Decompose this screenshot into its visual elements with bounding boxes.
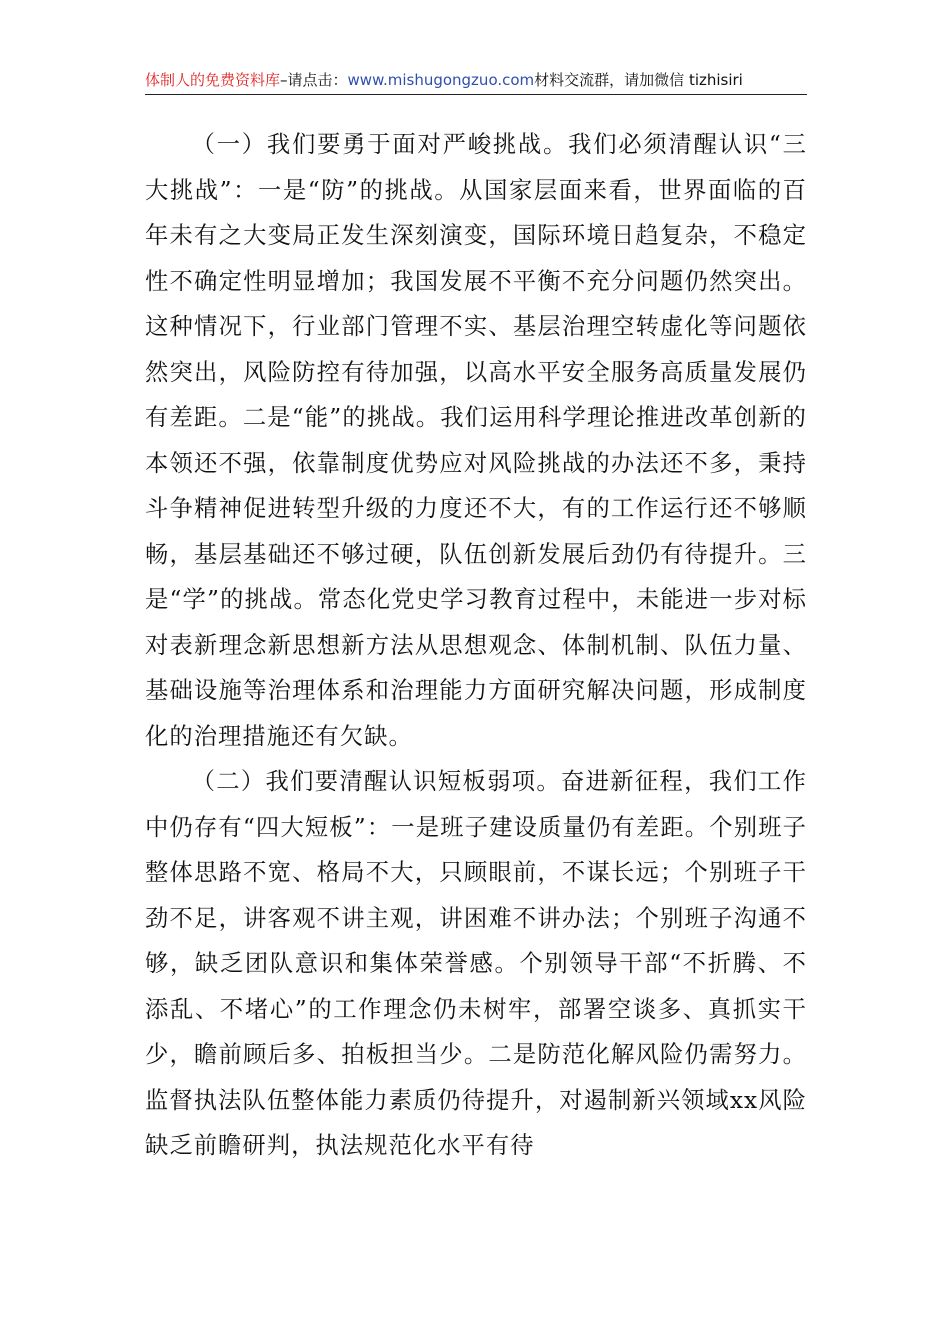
paragraph-2: （二）我们要清醒认识短板弱项。奋进新征程，我们工作中仍存有“四大短板”：一是班子建设质量仍有差距。个别班子整体思路不宽、格局不大，只顾眼前，不谋长远；个别班子干劲不足，讲客观不讲主观，讲困难不讲办法；个别班子沟通不够，缺乏团队意识和集体荣誉感。个别领导干部“不折腾、不添乱、不堵心”的工作理念仍未树牢，部署空谈多、真抓实干少，瞻前顾后多、拍板担当少。二是防范化解风险仍需努力。监督执法队伍整体能力素质仍待提升，对遏制新兴领域xx风险缺乏前瞻研判，执法规范化水平有待	[145, 768, 807, 1159]
header-url-link[interactable]: www.mishugongzuo.com	[347, 71, 535, 89]
header-note: 材料交流群，请加微信 tizhisiri	[534, 71, 743, 89]
header-divider	[145, 94, 807, 95]
header-prompt: –请点击：	[280, 71, 348, 89]
document-body	[145, 122, 807, 1169]
page-header	[145, 70, 807, 96]
paragraph-1: （一）我们要勇于面对严峻挑战。我们必须清醒认识“三大挑战”：一是“防”的挑战。从国家层面来看，世界面临的百年未有之大变局正发生深刻演变，国际环境日趋复杂，不稳定性不确定性明显增加；我国发展不平衡不充分问题仍然突出。这种情况下，行业部门管理不实、基层治理空转虚化等问题依然突出，风险防控有待加强，以高水平安全服务高质量发展仍有差距。二是“能”的挑战。我们运用科学理论推进改革创新的本领还不强，依靠制度优势应对风险挑战的办法还不多，秉持斗争精神促进转型升级的力度还不大，有的工作运行还不够顺畅，基层基础还不够过硬，队伍创新发展后劲仍有待提升。三是“学”的挑战。常态化党史学习教育过程中，未能进一步对标对表新理念新思想新方法从思想观念、体制机制、队伍力量、基础设施等治理体系和治理能力方面研究解决问题，形成制度化的治理措施还有欠缺。	[145, 131, 807, 750]
header-site-name: 体制人的免费资料库	[145, 71, 281, 89]
